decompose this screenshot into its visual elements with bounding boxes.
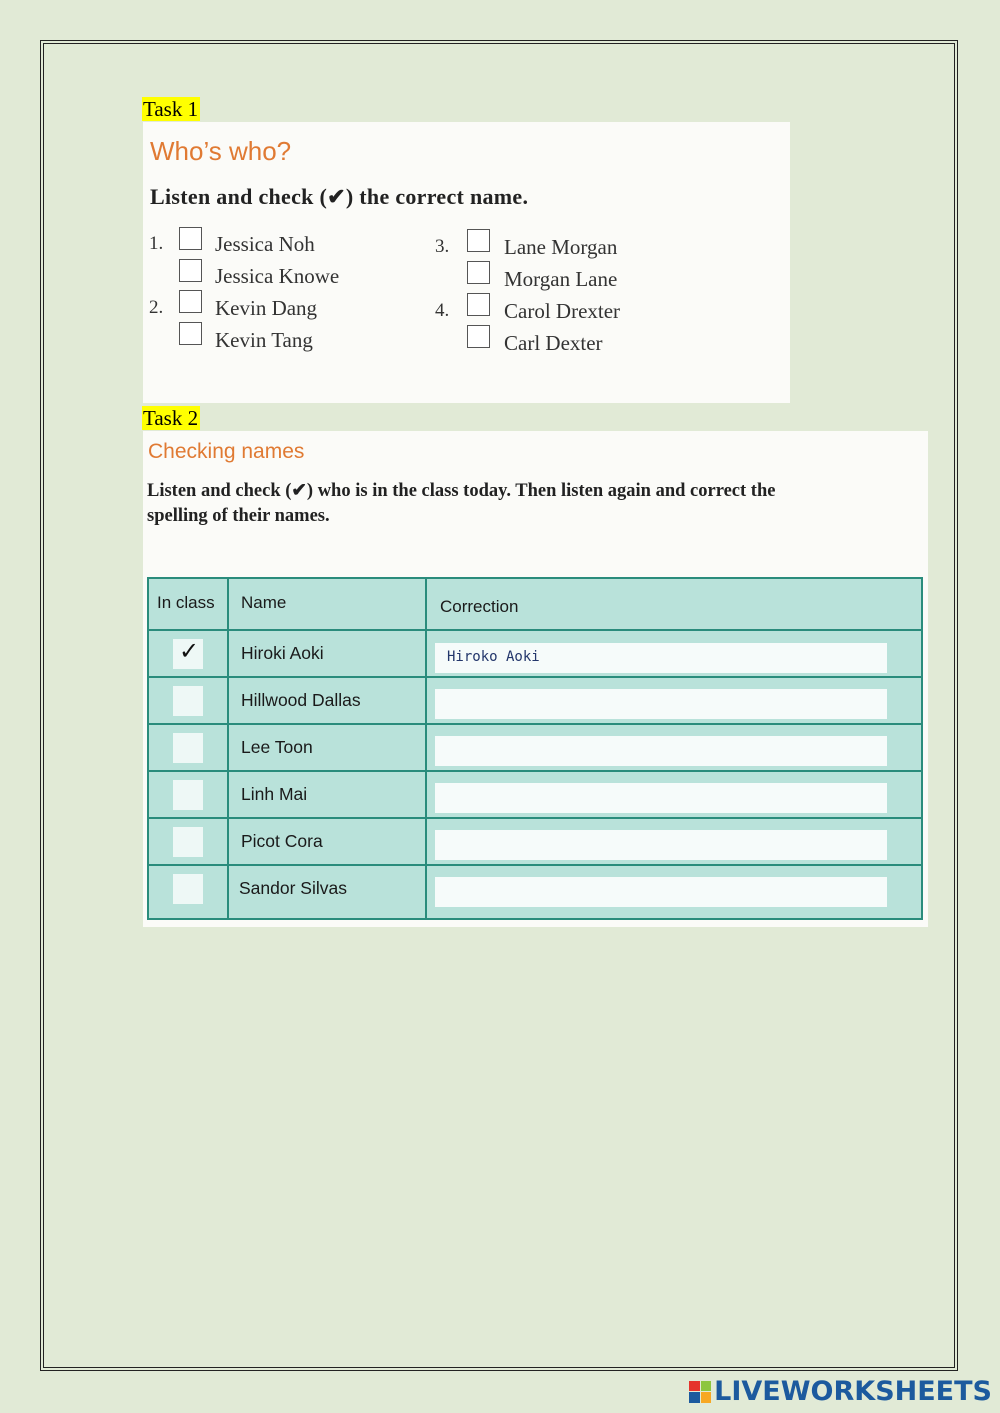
student-name: Lee Toon [241,737,313,757]
option-checkbox[interactable] [179,290,202,313]
brand-name: LIVEWORKSHEETS [714,1376,992,1407]
brand-logo [689,1376,992,1407]
student-name: Hiroki Aoki [241,643,324,663]
task2-title: Checking names [148,440,305,463]
student-name: Picot Cora [241,831,323,851]
option-label: Morgan Lane [504,267,618,291]
task1-instruction: Listen and check (✔) the correct name. [150,184,529,209]
row-divider [149,817,921,819]
header-name: Name [241,593,287,612]
student-name: Linh Mai [241,784,308,804]
liveworksheets-logo-icon [689,1381,711,1403]
item-number: 3. [435,236,450,257]
row-divider [149,676,921,678]
option-label: Lane Morgan [504,235,618,259]
option-label: Jessica Noh [215,232,315,256]
task2-panel [143,431,928,927]
item-number: 4. [435,300,450,321]
option-label: Jessica Knowe [215,264,340,288]
names-table [147,577,923,920]
task2-label: Task 2 [143,406,199,430]
task1-title: Who’s who? [150,136,292,166]
option-label: Kevin Tang [215,328,313,352]
header-in-class: In class [157,593,215,612]
student-name: Hillwood Dallas [241,690,361,710]
check-icon: ✓ [179,637,200,665]
task1-label: Task 1 [143,97,199,121]
in-class-checkbox[interactable] [173,874,203,904]
option-checkbox[interactable] [467,229,490,252]
item-number: 1. [149,233,164,254]
option-label: Kevin Dang [215,296,318,320]
in-class-checkbox[interactable] [173,780,203,810]
correction-field[interactable] [435,736,887,766]
row-divider [149,629,921,631]
correction-field[interactable] [435,689,887,719]
option-checkbox[interactable] [179,227,202,250]
option-checkbox[interactable] [179,259,202,282]
correction-field[interactable] [435,783,887,813]
option-label: Carl Dexter [504,331,603,355]
option-checkbox[interactable] [467,293,490,316]
task2-instruction: Listen and check (✔) who is in the class today. Then listen again and correct the spelling of their names. [147,481,776,526]
correction-text: Hiroko Aoki [447,649,540,665]
in-class-checkbox[interactable] [173,733,203,763]
header-correction: Correction [440,597,519,616]
option-checkbox[interactable] [467,261,490,284]
row-divider [149,864,921,866]
correction-field[interactable] [435,830,887,860]
student-name: Sandor Silvas [239,878,347,898]
in-class-checkbox[interactable] [173,827,203,857]
option-checkbox[interactable] [179,322,202,345]
correction-field[interactable] [435,877,887,907]
item-number: 2. [149,297,164,318]
row-divider [149,723,921,725]
in-class-checkbox[interactable] [173,686,203,716]
option-checkbox[interactable] [467,325,490,348]
task1-panel [143,122,790,403]
row-divider [149,770,921,772]
option-label: Carol Drexter [504,299,621,323]
